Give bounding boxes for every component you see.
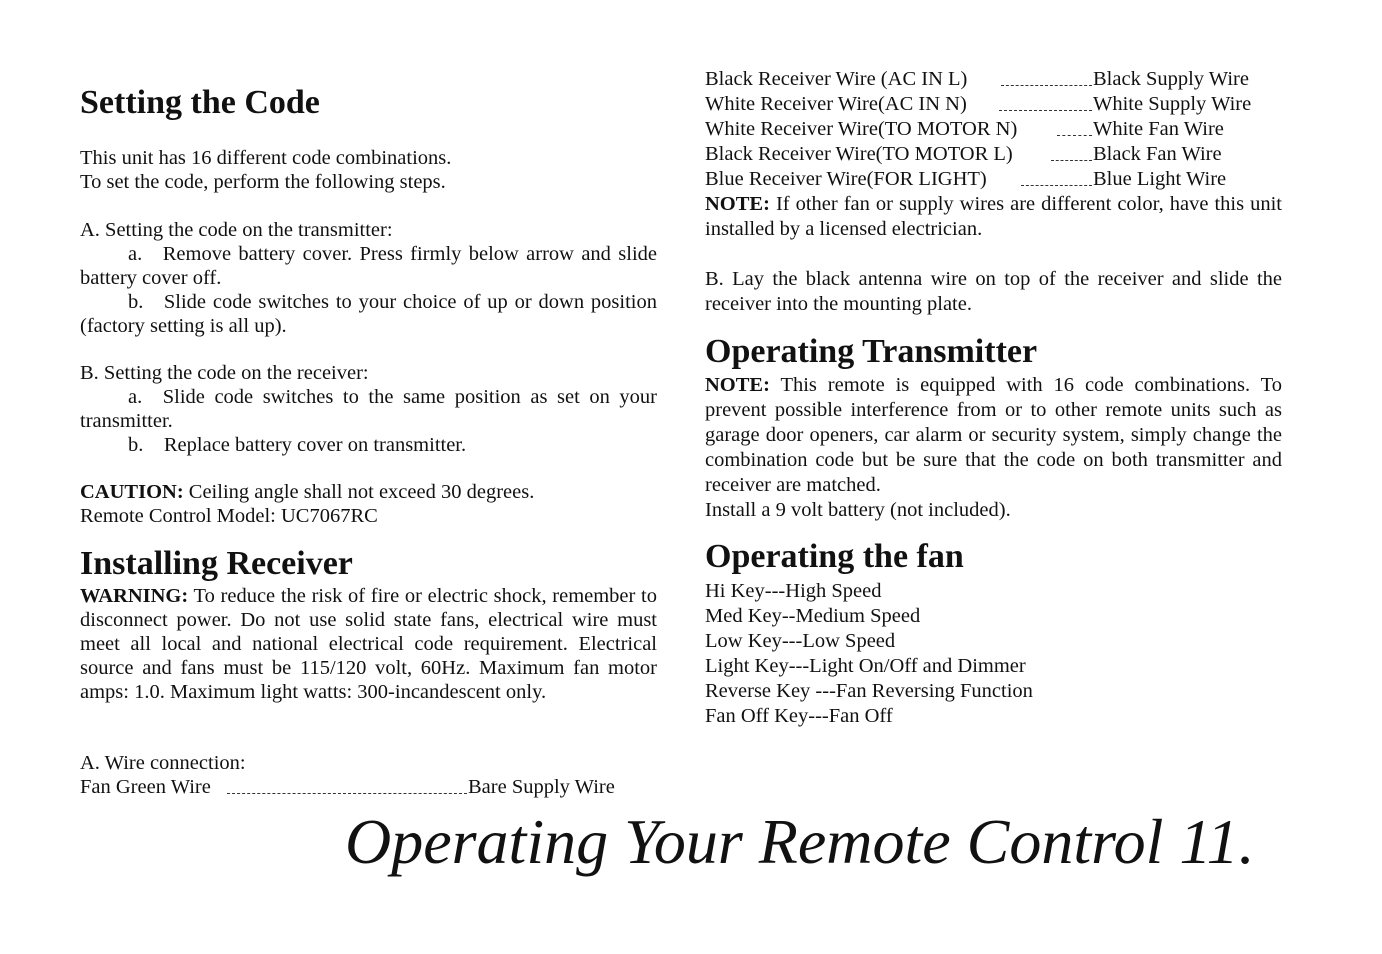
fan-key-list xyxy=(705,579,1282,729)
antenna-step: B. Lay the black antenna wire on top of the receiver and slide the receiver into the mounting plate. xyxy=(705,268,1282,315)
caution-text: Ceiling angle shall not exceed 30 degrees. xyxy=(183,481,535,503)
step-a-title: A. Setting the code on the transmitter: xyxy=(80,219,393,241)
leader-dots xyxy=(1051,160,1092,161)
receiver-wire-label: Black Receiver Wire(TO MOTOR L) xyxy=(705,143,1013,165)
battery-line: Install a 9 volt battery (not included). xyxy=(705,499,1011,521)
fan-key-item: Hi Key---High Speed xyxy=(705,580,882,602)
fan-key-item: Light Key---Light On/Off and Dimmer xyxy=(705,655,1026,677)
wire-row xyxy=(705,167,1282,192)
wire-connection-title: A. Wire connection: xyxy=(80,752,246,774)
wire-row xyxy=(705,142,1282,167)
leader-dots xyxy=(1057,135,1092,136)
remote-model: Remote Control Model: UC7067RC xyxy=(80,505,378,527)
code-intro-line2: To set the code, perform the following steps. xyxy=(80,171,446,193)
caution-line xyxy=(80,480,657,504)
warning-label: WARNING: xyxy=(80,585,189,607)
warning-text: To reduce the risk of fire or electric shock, remember to disconnect power. Do not use solid state fans, electrical wire must meet all local and national electrical code requirement. Electrical source and fans must be 115/120 volt, 60Hz. Maximum fan motor amps: 1.0. Maximum light watts: 300-incandescent only. xyxy=(80,585,657,703)
warning-paragraph xyxy=(80,584,657,704)
installing-receiver-heading: Installing Receiver xyxy=(80,545,353,582)
fan-key-item: Low Key---Low Speed xyxy=(705,630,896,652)
receiver-wire-label: Black Receiver Wire (AC IN L) xyxy=(705,68,968,90)
note-text: This remote is equipped with 16 code combinations. To prevent possible interference from or to other remote units such as garage door openers, car alarm or security system, simply change the combination code but be sure that the code on both transmitter and receiver are matched. xyxy=(705,374,1282,496)
receiver-wire-label: Blue Receiver Wire(FOR LIGHT) xyxy=(705,168,987,190)
wire-note-paragraph xyxy=(705,192,1282,242)
fan-key-item: Reverse Key ---Fan Reversing Function xyxy=(705,680,1033,702)
receiver-wire-label: White Receiver Wire(AC IN N) xyxy=(705,93,967,115)
transmitter-note-paragraph xyxy=(705,373,1282,498)
wire-row xyxy=(705,92,1282,117)
note-label: NOTE: xyxy=(705,374,770,396)
note-label: NOTE: xyxy=(705,193,770,215)
leader-dots xyxy=(1001,85,1092,86)
fan-key-item: Fan Off Key---Fan Off xyxy=(705,705,893,727)
receiver-wire-label: White Receiver Wire(TO MOTOR N) xyxy=(705,118,1018,140)
note-text: If other fan or supply wires are different color, have this unit installed by a licensed electrician. xyxy=(705,193,1282,240)
leader-dots xyxy=(1021,185,1092,186)
operating-transmitter-heading: Operating Transmitter xyxy=(705,333,1038,370)
bare-supply-wire-label: Bare Supply Wire xyxy=(468,776,615,798)
operating-fan-heading: Operating the fan xyxy=(705,538,964,575)
fan-green-wire-label: Fan Green Wire xyxy=(80,776,211,798)
page-footer-title: Operating Your Remote Control 11. xyxy=(345,806,1255,877)
code-intro-line1: This unit has 16 different code combinations. xyxy=(80,147,452,169)
step-b-item-a: a. Slide code switches to the same position as set on your transmitter. xyxy=(80,386,657,432)
step-a-item-a: a. Remove battery cover. Press firmly below arrow and slide battery cover off. xyxy=(80,243,657,289)
light-wire-label: Blue Light Wire xyxy=(1093,168,1227,190)
step-b-title: B. Setting the code on the receiver: xyxy=(80,362,369,384)
setting-code-heading: Setting the Code xyxy=(80,84,320,121)
leader-dots xyxy=(227,793,467,794)
supply-wire-label: Black Supply Wire xyxy=(1093,68,1249,90)
wire-row xyxy=(705,117,1282,142)
caution-label: CAUTION: xyxy=(80,481,184,503)
step-b-item-b: b. Replace battery cover on transmitter. xyxy=(128,434,467,456)
step-a-item-b: b. Slide code switches to your choice of up or down position (factory setting is all up). xyxy=(80,291,657,337)
fan-key-item: Med Key--Medium Speed xyxy=(705,605,921,627)
fan-wire-label: Black Fan Wire xyxy=(1093,143,1222,165)
leader-dots xyxy=(999,110,1092,111)
supply-wire-label: White Supply Wire xyxy=(1093,93,1252,115)
fan-wire-label: White Fan Wire xyxy=(1093,118,1224,140)
wire-row xyxy=(705,67,1282,92)
fan-green-wire-row xyxy=(80,775,657,800)
